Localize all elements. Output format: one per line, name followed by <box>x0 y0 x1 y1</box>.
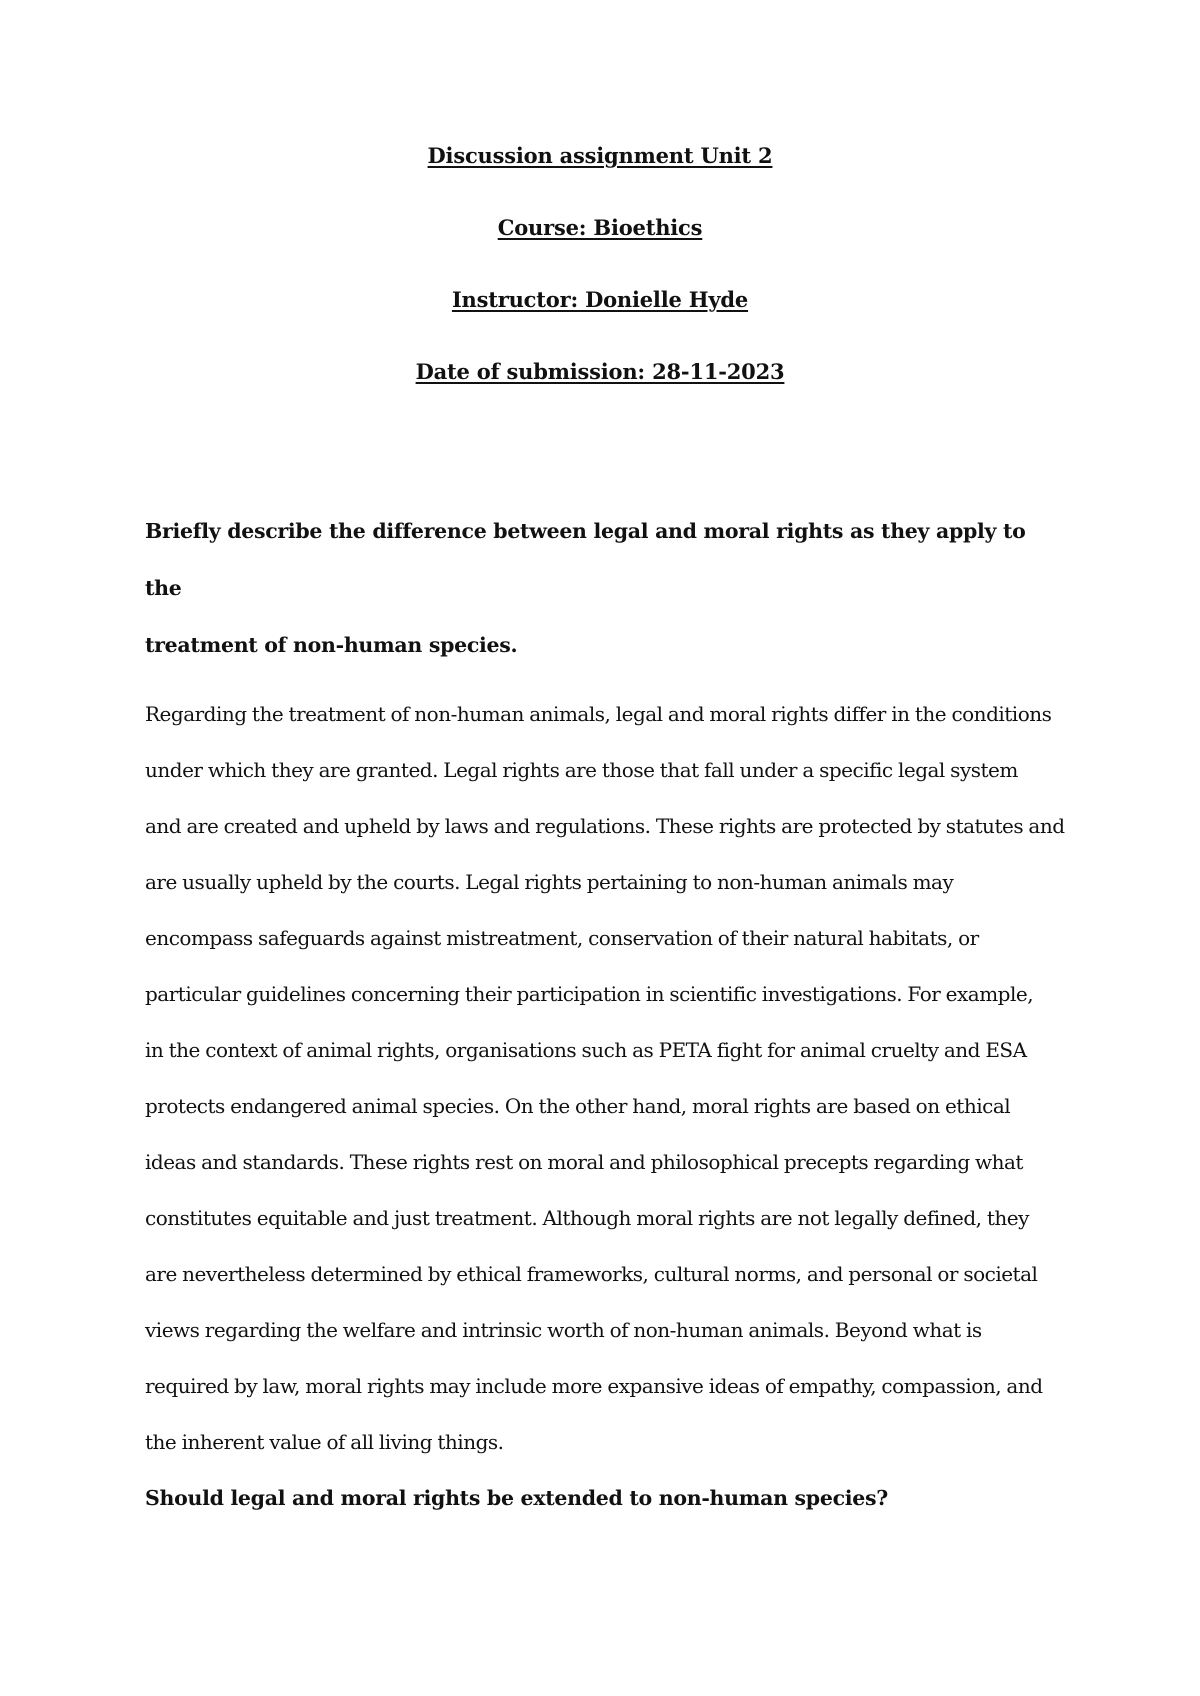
answer-line: required by law, moral rights may include more expansive ideas of empathy, compassion, and <box>145 1374 1043 1398</box>
answer-line: encompass safeguards against mistreatment, conservation of their natural habitats, or <box>145 926 979 950</box>
instructor-name: Instructor: Donielle Hyde <box>451 287 749 312</box>
question-2-heading: Should legal and moral rights be extended to non-human species? <box>145 1486 888 1510</box>
assignment-title: Discussion assignment Unit 2 <box>427 143 773 168</box>
title-block <box>0 144 1200 432</box>
answer-line: Regarding the treatment of non-human animals, legal and moral rights differ in the conditions <box>145 702 1052 726</box>
course-title: Course: Bioethics <box>497 215 703 240</box>
answer-line: are usually upheld by the courts. Legal rights pertaining to non-human animals may <box>145 870 954 894</box>
answer-line: in the context of animal rights, organisations such as PETA fight for animal cruelty and ESA <box>145 1038 1027 1062</box>
answer-line: are nevertheless determined by ethical frameworks, cultural norms, and personal or societal <box>145 1262 1038 1286</box>
answer-line: protects endangered animal species. On the other hand, moral rights are based on ethical <box>145 1094 1011 1118</box>
question-1-line-2: treatment of non-human species. <box>145 633 518 657</box>
answer-line: ideas and standards. These rights rest on moral and philosophical precepts regarding what <box>145 1150 1023 1174</box>
answer-line: particular guidelines concerning their participation in scientific investigations. For example, <box>145 982 1034 1006</box>
answer-line: the inherent value of all living things. <box>145 1430 504 1454</box>
document-body <box>145 503 1065 1527</box>
answer-1-paragraph <box>145 686 1065 1470</box>
answer-line: constitutes equitable and just treatment. Although moral rights are not legally defined, they <box>145 1206 1029 1230</box>
answer-line: views regarding the welfare and intrinsic worth of non-human animals. Beyond what is <box>145 1318 982 1342</box>
submission-date: Date of submission: 28-11-2023 <box>415 359 785 384</box>
question-1-line-1: Briefly describe the difference between legal and moral rights as they apply to the <box>145 519 1026 600</box>
question-1-heading <box>145 503 1065 674</box>
answer-line: under which they are granted. Legal rights are those that fall under a specific legal system <box>145 758 1018 782</box>
answer-line: and are created and upheld by laws and regulations. These rights are protected by statutes and <box>145 814 1065 838</box>
